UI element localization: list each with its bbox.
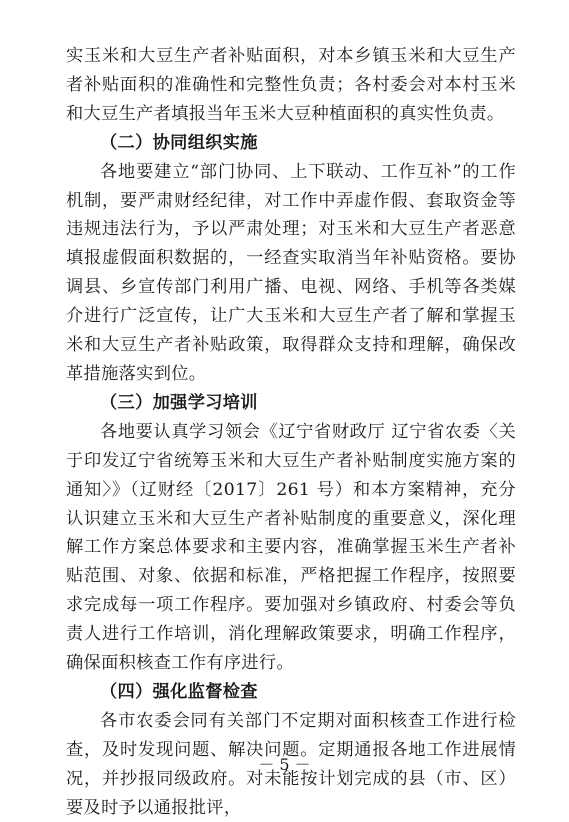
page-number: － 5 －	[258, 755, 311, 774]
paragraph-training: 各地要认真学习领会《辽宁省财政厅 辽宁省农委〈关于印发辽宁省统筹玉米和大豆生产者补贴制度实施方案的通知〉》（辽财经〔2017〕261 号）和本方案精神，充分认识建立玉米和大豆生产者补贴制度的重要意义，深化理解工作方案总体要求和主要内容，准确掌握玉米生产者补贴范围、对象、依据和标准，严格把握工作程序，按照要求完成每一项工作程序。要加强对乡镇政府、村委会等负责人进行工作培训，消化理解政策要求，明确工作程序，确保面积核查工作有序进行。	[66, 421, 516, 674]
section-heading-coordination: （二）协同组织实施	[100, 132, 258, 153]
section-heading-training: （三）加强学习培训	[100, 392, 258, 413]
paragraph-supervision: 各市农委会同有关部门不定期对面积核查工作进行检查，及时发现问题、解决问题。定期通报各地工作进展情况，并抄报同级政府。对未能按计划完成的县（市、区）要及时予以通报批评，	[66, 710, 516, 818]
paragraph-area-responsibility: 实玉米和大豆生产者补贴面积，对本乡镇玉米和大豆生产者补贴面积的准确性和完整性负责；各村委会对本村玉米和大豆生产者填报当年玉米大豆种植面积的真实性负责。	[66, 46, 516, 124]
paragraph-coordination: 各地要建立“部门协同、上下联动、工作互补”的工作机制，要严肃财经纪律，对工作中弄虚作假、套取资金等违规违法行为，予以严肃处理；对玉米和大豆生产者恶意填报虚假面积数据的，一经查实取消当年补贴资格。要协调县、乡宣传部门利用广播、电视、网络、手机等各类媒介进行广泛宣传，让广大玉米和大豆生产者了解和掌握玉米和大豆生产者补贴政策，取得群众支持和理解，确保改革措施落实到位。	[66, 161, 516, 384]
section-heading-supervision: （四）强化监督检查	[100, 681, 258, 702]
document-body	[66, 42, 516, 822]
